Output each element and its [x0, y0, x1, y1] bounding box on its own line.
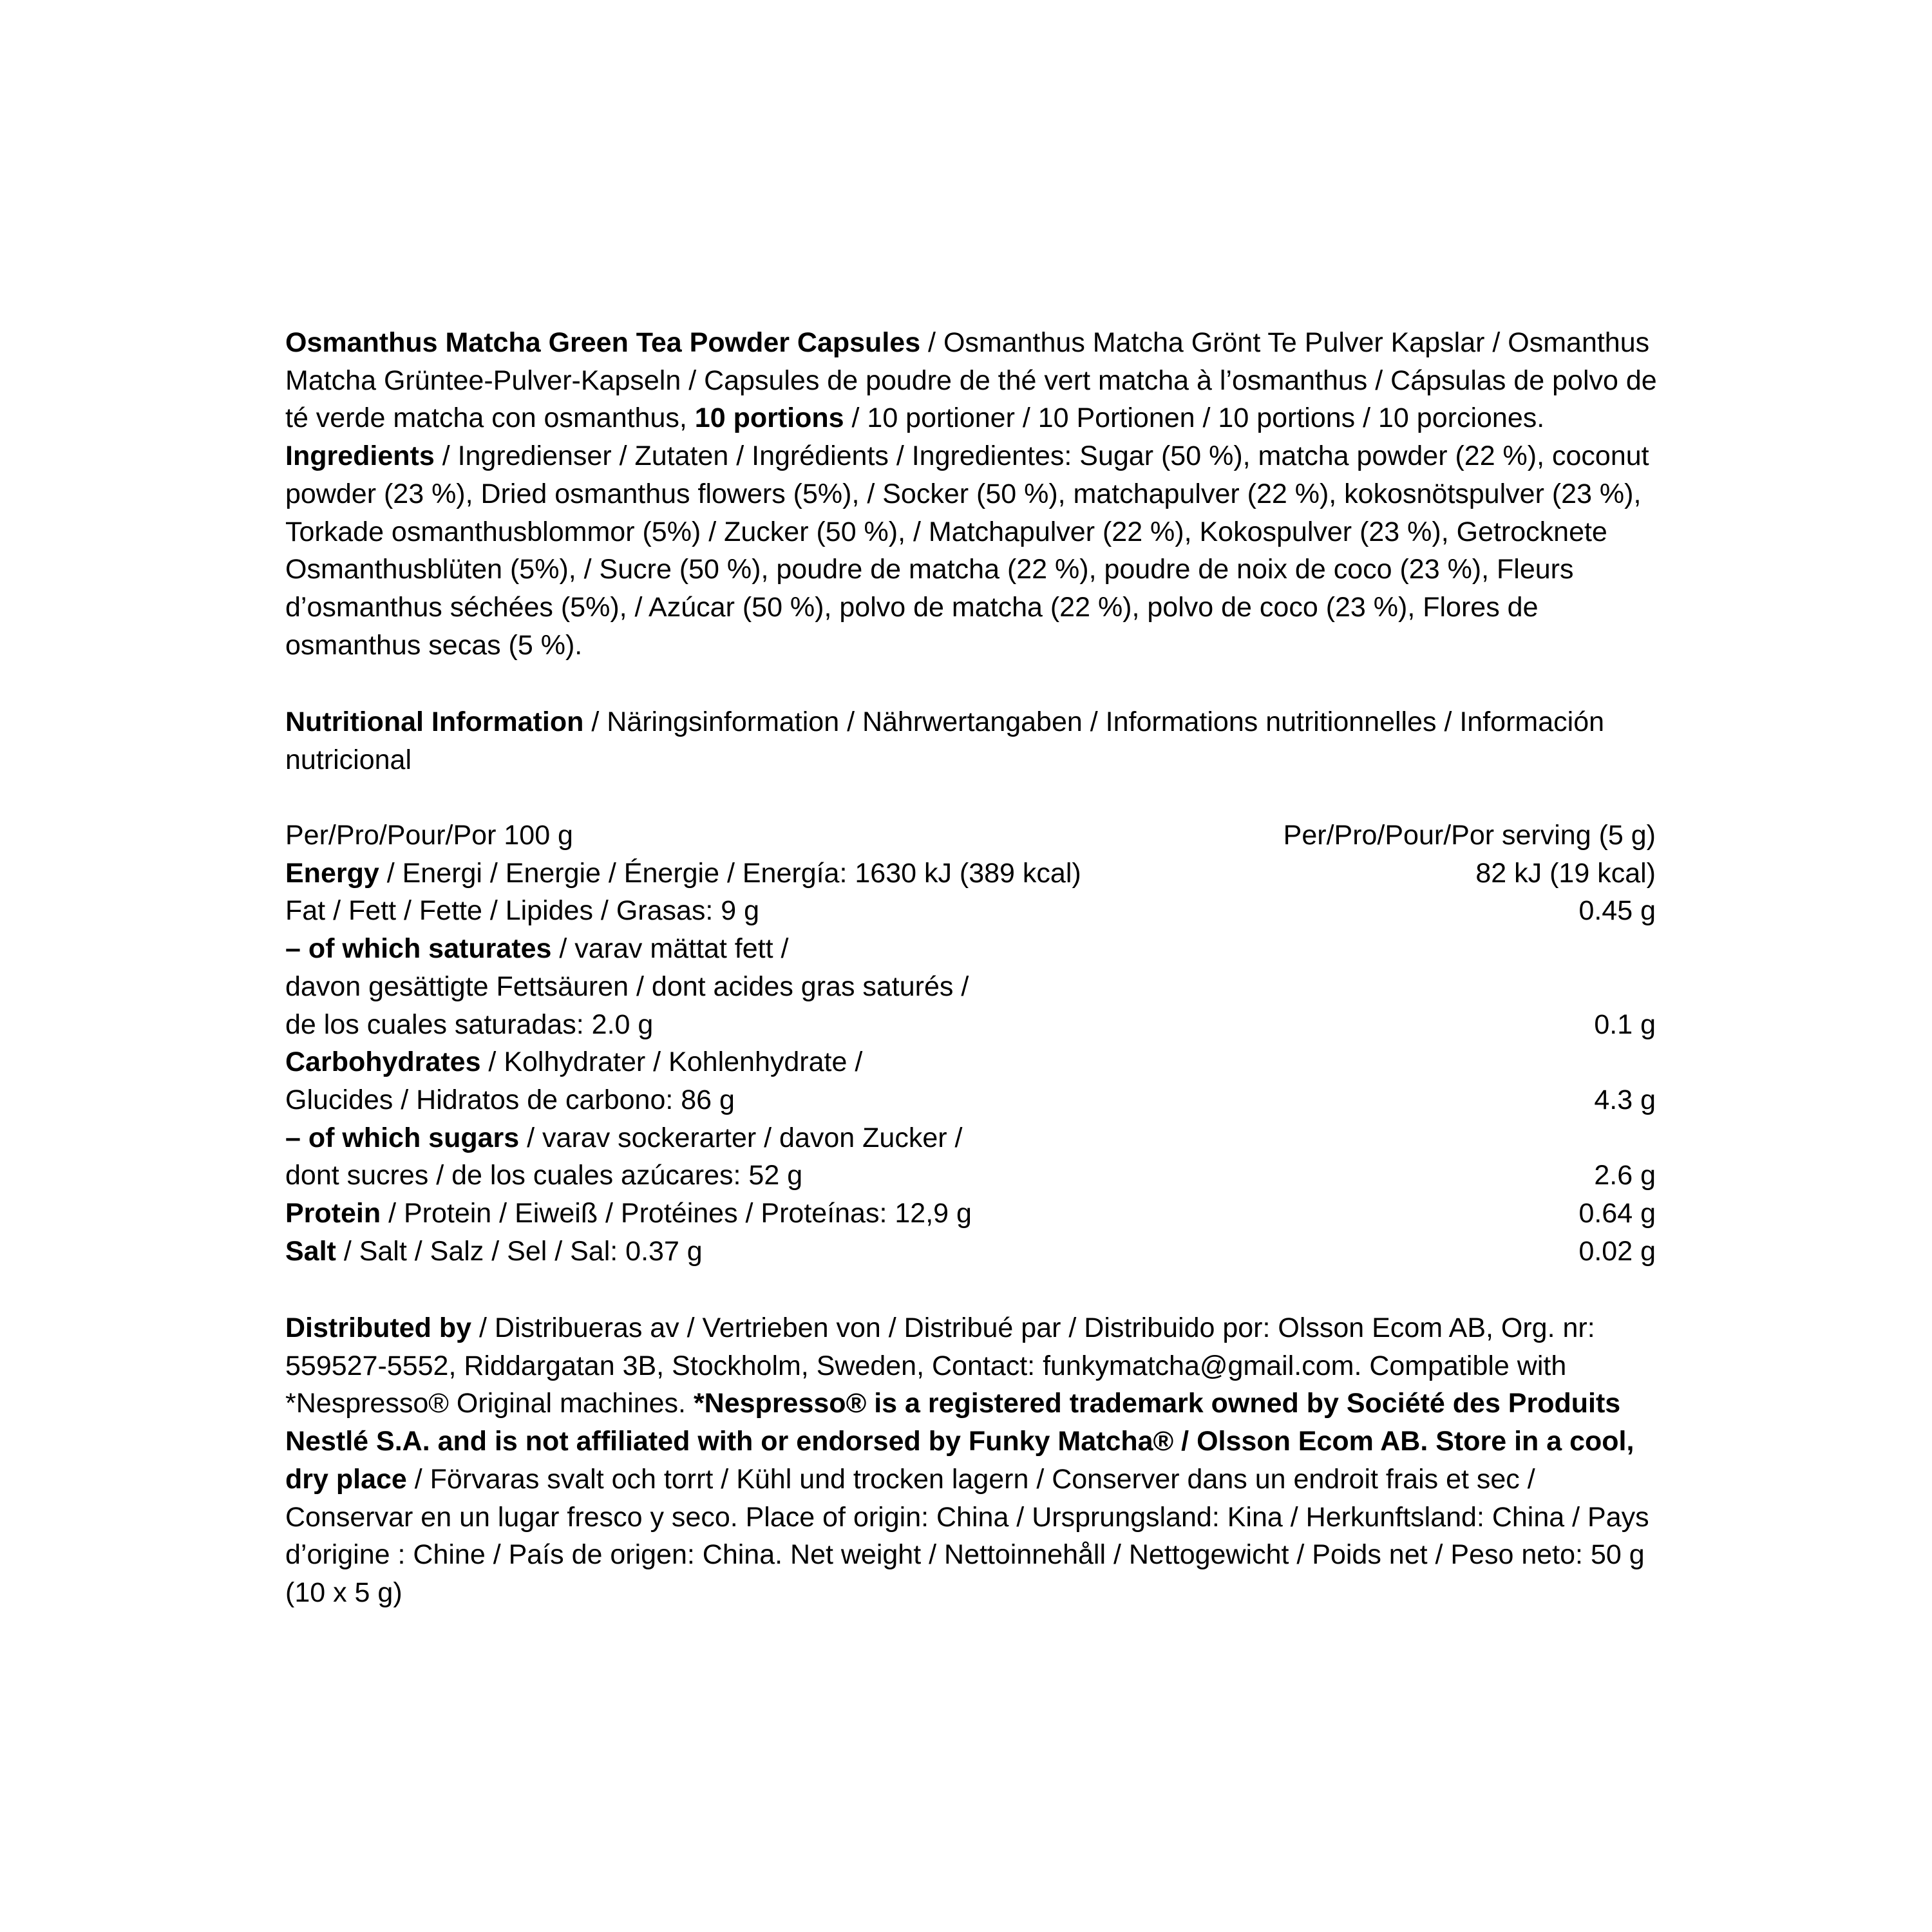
- protein-cell: [285, 1195, 1578, 1233]
- nutrition-row-saturates: [285, 930, 1663, 1043]
- ingredients-text: / Ingredienser / Zutaten / Ingrédients / Ingredientes: Sugar (50 %), matcha powder (22 %), coconut powder (23 %), Dried osmanthus flowers (5%), / Socker (50 %), matchapulver (22 %), kokosnötspulver (23 %), Torkade osmanthusblommor (5%) / Zucker (50 %), / Matchapulver (22 %), Kokospulver (23 %), Getrocknete Osmanthusblüten (5%), / Sucre (50 %), poudre de matcha (22 %), poudre de noix de coco (23 %), Fleurs d’osmanthus séchées (5%), / Azúcar (50 %), polvo de matcha (22 %), polvo de coco (23 %), Flores de osmanthus secas (5 %).: [285, 440, 1649, 661]
- sugars-line-1-text: / varav sockerarter / davon Zucker /: [519, 1122, 963, 1153]
- sugars-line-1: [285, 1119, 1594, 1157]
- fat-serving-value: 0.45 g: [1578, 895, 1656, 927]
- ingredients-label: Ingredients: [285, 440, 435, 472]
- energy-label: Energy: [285, 857, 379, 889]
- sugars-cell: [285, 1119, 1594, 1195]
- distribution-paragraph: [285, 1309, 1663, 1612]
- protein-label: Protein: [285, 1198, 381, 1229]
- saturates-line-1: [285, 930, 1594, 968]
- nutrition-row-fat: [285, 892, 1663, 930]
- nutrition-heading: [285, 703, 1663, 779]
- portions-translations: / 10 portioner / 10 Portionen / 10 portions / 10 porciones.: [844, 402, 1545, 434]
- carbohydrates-line-1: [285, 1043, 1594, 1081]
- distributed-by-label: Distributed by: [285, 1312, 472, 1343]
- per-serving-label: Per/Pro/Pour/Por serving (5 g): [1283, 820, 1656, 851]
- carbohydrates-serving-value: 4.3 g: [1594, 1084, 1656, 1115]
- sugars-label: – of which sugars: [285, 1122, 520, 1153]
- carbohydrates-line-1-text: / Kolhydrater / Kohlenhydrate /: [480, 1046, 863, 1078]
- saturates-line-2: davon gesättigte Fettsäuren / dont acides gras saturés /: [285, 971, 969, 1002]
- saturates-line-3: de los cuales saturadas: 2.0 g: [285, 1009, 654, 1040]
- protein-serving-value: 0.64 g: [1578, 1198, 1656, 1229]
- distribution-block: [285, 1309, 1663, 1612]
- nutrition-row-salt: [285, 1233, 1663, 1271]
- salt-label: Salt: [285, 1235, 336, 1267]
- portions-label: 10 portions: [694, 402, 844, 434]
- salt-serving-value: 0.02 g: [1578, 1235, 1656, 1267]
- nutrition-row-energy: [285, 855, 1663, 893]
- saturates-line-1-text: / varav mättat fett /: [551, 933, 789, 965]
- distributed-by-text: / Distribueras av / Vertrieben von / Distribué par / Distribuido por: Olsson Ecom AB, Org. nr: 559527-5552, Riddargatan 3B, Stockholm, Sweden, Contact: funkymatcha@gmail.com. Compatible with *Nespresso® Original machines.: [285, 1312, 1595, 1419]
- carbohydrates-cell: [285, 1043, 1594, 1119]
- saturates-label: – of which saturates: [285, 933, 552, 965]
- carbohydrates-line-2: Glucides / Hidratos de carbono: 86 g: [285, 1084, 735, 1115]
- saturates-serving-value: 0.1 g: [1594, 1009, 1656, 1040]
- storage-origin-text: / Förvaras svalt och torrt / Kühl und trocken lagern / Conserver dans un endroit frais et sec / Conservar en un lugar fresco y seco. Place of origin: China / Ursprungsland: Kina / Herkunftsland: China / Pays d’origine : Chine / País de origen: China. Net weight / Nettoinnehåll / Nettogewicht / Poids net / Peso neto: 50 g (10 x 5 g): [285, 1463, 1649, 1608]
- per-100g-label: Per/Pro/Pour/Por 100 g: [285, 820, 573, 851]
- carbohydrates-label: Carbohydrates: [285, 1046, 481, 1078]
- energy-cell: [285, 855, 1475, 893]
- nutrition-header-row: [285, 817, 1663, 855]
- nutrition-heading-translations: / Näringsinformation / Nährwertangaben / Informations nutritionnelles / Información nutricional: [285, 706, 1605, 775]
- trademark-notice: *Nespresso® is a registered trademark owned by Société des Produits Nestlé S.A. and is not affiliated with or endorsed by Funky Matcha® / Olsson Ecom AB. Store in a cool, dry place: [285, 1388, 1634, 1495]
- product-intro-paragraph: [285, 324, 1663, 664]
- nutrition-row-protein: [285, 1195, 1663, 1233]
- salt-text: / Salt / Salz / Sel / Sal: 0.37 g: [336, 1235, 703, 1267]
- nutrition-row-carbohydrates: [285, 1043, 1663, 1119]
- energy-text: / Energi / Energie / Énergie / Energía: 1630 kJ (389 kcal): [379, 857, 1081, 889]
- product-intro-block: [285, 324, 1663, 664]
- saturates-cell: [285, 930, 1594, 1043]
- sugars-line-2: dont sucres / de los cuales azúcares: 52 g: [285, 1160, 803, 1191]
- product-name: Osmanthus Matcha Green Tea Powder Capsules: [285, 327, 921, 358]
- product-name-translations: / Osmanthus Matcha Grönt Te Pulver Kapslar / Osmanthus Matcha Grüntee-Pulver-Kapseln / Capsules de poudre de thé vert matcha à l’osmanthus / Cápsulas de polvo de té verde matcha con osmanthus,: [285, 327, 1657, 434]
- protein-text: / Protein / Eiweiß / Protéines / Proteínas: 12,9 g: [381, 1198, 972, 1229]
- nutrition-row-sugars: [285, 1119, 1663, 1195]
- nutrition-table: [285, 817, 1663, 1270]
- fat-text: Fat / Fett / Fette / Lipides / Grasas: 9 g: [285, 895, 760, 927]
- salt-cell: [285, 1233, 1578, 1271]
- nutrition-heading-block: [285, 703, 1663, 779]
- energy-serving-value: 82 kJ (19 kcal): [1475, 857, 1656, 889]
- sugars-serving-value: 2.6 g: [1594, 1160, 1656, 1191]
- nutrition-heading-label: Nutritional Information: [285, 706, 584, 737]
